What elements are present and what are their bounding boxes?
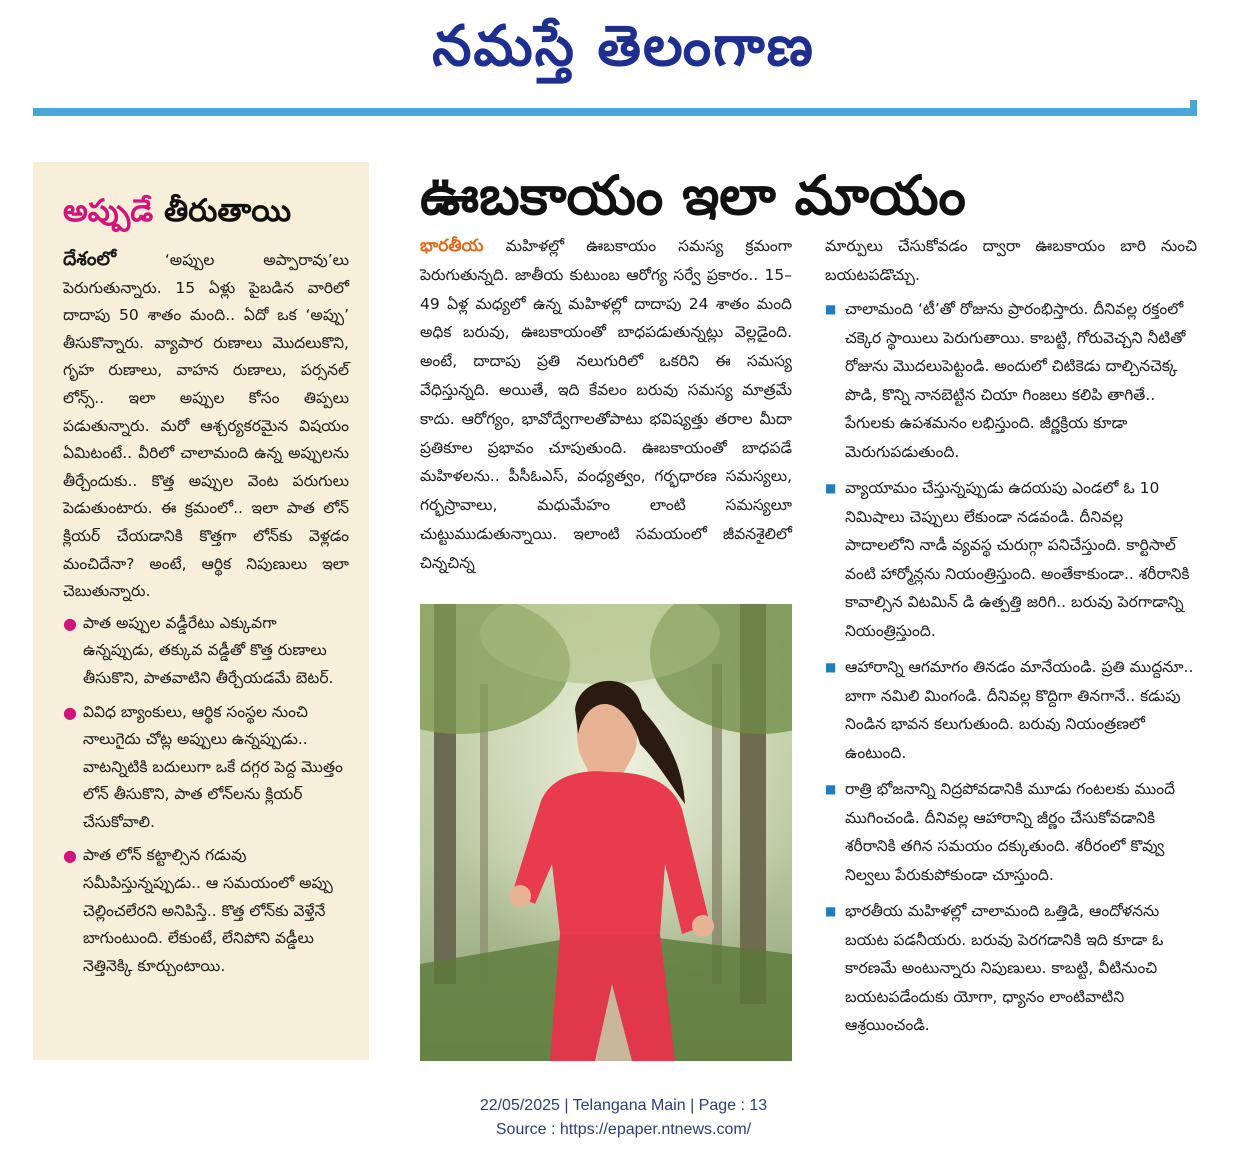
header-rule <box>33 108 1197 116</box>
sidebar-bullet <box>63 610 349 693</box>
article-continuation: మార్పులు చేసుకోవడం ద్వారా ఊబకాయం బారి నుంచి బయటపడొచ్చు. <box>825 237 1197 284</box>
square-bullet-icon: ■ <box>825 481 837 495</box>
header-rule-cap <box>1190 100 1197 116</box>
footer-source[interactable]: Source : https://epaper.ntnews.com/ <box>495 1121 752 1138</box>
page-footer <box>0 1094 1247 1142</box>
sidebar-bullet <box>63 842 349 980</box>
tip-item <box>825 295 1197 466</box>
sidebar-title-highlight: అప్పుడే <box>63 193 154 229</box>
article-body <box>420 232 792 578</box>
article-photo <box>420 604 792 1061</box>
article-kicker: భారతీయ <box>420 236 484 256</box>
sidebar-title <box>63 188 349 234</box>
tip-text: చాలామంది ‘టీ’తో రోజును ప్రారంభిస్తారు. దీనివల్ల రక్తంలో చక్కెర స్థాయిలు పెరుగుతాయి. కాబట్టి, గోరువెచ్చని నీటితో రోజును మొదలుపెట్టండి. అందులో చిటికెడు దాల్చినచెక్క పొడి, కొన్ని నానబెట్టిన చియా గింజలు కలిపి తాగితే.. పేగులకు ఉపశమనం లభిస్తుంది. జీర్ణక్రియ కూడా మెరుగుపడుతుంది. <box>845 300 1186 461</box>
sidebar-title-rest: తీరుతాయి <box>153 193 292 229</box>
tip-item <box>825 474 1197 645</box>
article-column-tips <box>825 232 1197 1048</box>
tip-text: రాత్రి భోజనాన్ని నిద్రపోవడానికి మూడు గంటలకు ముందే ముగించండి. దీనివల్ల ఆహారాన్ని జీర్ణం చేసుకోవడానికి శరీరానికి తగిన సమయం దక్కుతుంది. శరీరంలో కొవ్వు నిల్వలు పేరుకుపోకుండా చూస్తుంది. <box>845 780 1176 884</box>
masthead-title: నమస్తే తెలంగాణ <box>432 13 815 79</box>
tip-text: భారతీయ మహిళల్లో చాలామంది ఒత్తిడి, ఆందోళనను బయట పడనీయరు. బరువు పెరగడానికి ఇది కూడా ఓ కారణమే అంటున్నారు నిపుణులు. కాబట్టి, వీటినుంచి బయటపడేందుకు యోగా, ధ్యానం లాంటివాటిని ఆశ్రయించండి. <box>845 902 1164 1034</box>
square-bullet-icon: ■ <box>825 904 837 918</box>
bullet-dot-icon: ● <box>63 846 77 866</box>
sidebar-intro <box>63 246 349 606</box>
woman-jogging-image <box>420 604 792 1061</box>
sidebar-bullet <box>63 699 349 837</box>
article-body-text: మహిళల్లో ఊబకాయం సమస్య క్రమంగా పెరుగుతున్నది. జాతీయ కుటుంబ ఆరోగ్య సర్వే ప్రకారం.. 15–49 ఏళ్ల మధ్యలో ఉన్న మహిళల్లో దాదాపు 24 శాతం మంది అధిక బరువు, ఊబకాయంతో బాధపడుతున్నట్లు వెల్లడైంది. అంటే, దాదాపు ప్రతి నలుగురిలో ఒకరిని ఈ సమస్య వేధిస్తున్నది. అయితే, ఇది కేవలం బరువు సమస్య మాత్రమే కాదు. ఆరోగ్యం, భావోద్వేగాలతోపాటు భవిష్యత్తు తరాల మీదా ప్రతికూల ప్రభావం చూపుతుంది. ఊబకాయంతో బాధపడే మహిళలను.. పీసీఓఎస్, వంధ్యత్వం, గర్భధారణ సమస్యలు, గర్భస్రావాలు, మధుమేహం లాంటి సమస్యలూ చుట్టుముడుతున్నాయి. ఇలాంటి సమయంలో జీవనశైలిలో చిన్నచిన్న <box>420 237 792 572</box>
tip-item <box>825 897 1197 1040</box>
sidebar-bullet-text: పాత లోన్ కట్టాల్సిన గడువు సమీపిస్తున్నప్పుడు.. ఆ సమయంలో అప్పు చెల్లించలేరని అనిపిస్తే.. కొత్త లోన్‌కు వెళ్తేనే బాగుంటుంది. లేకుంటే, లేనిపోని వడ్డీలు నెత్తినెక్కి కూర్చుంటాయి. <box>83 846 333 975</box>
article-headline: ఊబకాయం ఇలా మాయం <box>420 164 966 227</box>
sidebar-intro-text: ‘అప్పుల అప్పారావు’లు పెరుగుతున్నారు. 15 ఏళ్లు పైబడిన వారిలో దాదాపు 50 శాతం మంది.. ఏదో ఒక ‘అప్పు’ తీసుకొన్నారు. వ్యాపార రుణాలు మొదలుకొని, గృహ రుణాలు, వాహన రుణాలు, పర్సనల్ లోన్స్.. ఇలా అప్పుల కోసం తిప్పలు పడుతున్నారు. మరో ఆశ్చర్యకరమైన విషయం ఏమిటంటే.. వీరిలో చాలామంది ఉన్న అప్పులను తీర్చేందుకు.. కొత్త అప్పుల వెంట పరుగులు పెడుతుంటారు. ఈ క్రమంలో.. ఇలా పాత లోన్ క్లియర్ చేయడానికి కొత్తగా లోన్‌కు వెళ్లడం మంచిదేనా? అంటే, ఆర్థిక నిపుణులు ఇలా చెబుతున్నారు. <box>63 251 349 601</box>
tip-item <box>825 775 1197 889</box>
square-bullet-icon: ■ <box>825 782 837 796</box>
bullet-dot-icon: ● <box>63 702 77 722</box>
bullet-dot-icon: ● <box>63 613 77 633</box>
square-bullet-icon: ■ <box>825 660 837 674</box>
tips-list <box>825 295 1197 1040</box>
sidebar-bullet-text: పాత అప్పుల వడ్డీరేటు ఎక్కువగా ఉన్నప్పుడు, తక్కువ వడ్డీతో కొత్త రుణాలు తీసుకొని, పాతవాటిని తీర్చేయడమే బెటర్. <box>83 613 334 687</box>
tip-text: ఆహారాన్ని ఆగమాగం తినడం మానేయండి. ప్రతి ముద్దనూ.. బాగా నమిలి మింగండి. దీనివల్ల కొద్దిగా తినగానే.. కడుపు నిండిన భావన కలుగుతుంది. బరువు నియంత్రణలో ఉంటుంది. <box>845 658 1194 762</box>
sidebar-box <box>33 162 369 1060</box>
sidebar-bullet-list <box>63 610 349 981</box>
article-column-main <box>420 232 792 578</box>
tip-text: వ్యాయామం చేస్తున్నప్పుడు ఉదయపు ఎండలో ఓ 10 నిమిషాలు చెప్పులు లేకుండా నడవండి. దీనివల్ల పాదాలలోని నాడీ వ్యవస్థ చురుగ్గా పనిచేస్తుంది. కార్టిసాల్ వంటి హార్మోన్లను నియంత్రిస్తుంది. అంతేకాకుండా.. శరీరానికి కావాల్సిన విటమిన్ డి ఉత్పత్తి జరిగి.. బరువు పెరగాడాన్ని నియంత్రిస్తుంది. <box>845 479 1190 640</box>
square-bullet-icon: ■ <box>825 302 837 316</box>
tip-item <box>825 653 1197 767</box>
footer-date-edition-page: 22/05/2025 | Telangana Main | Page : 13 <box>479 1097 768 1114</box>
sidebar-intro-lead: దేశంలో <box>63 248 117 270</box>
sidebar-bullet-text: వివిధ బ్యాంకులు, ఆర్థిక సంస్థల నుంచి నాలుగైదు చోట్ల అప్పులు ఉన్నప్పుడు.. వాటన్నిటికి బదులుగా ఒకే దగ్గర పెద్ద మొత్తం లోన్ తీసుకొని, పాత లోన్‌లను క్లియర్ చేసుకోవాలి. <box>83 702 343 831</box>
